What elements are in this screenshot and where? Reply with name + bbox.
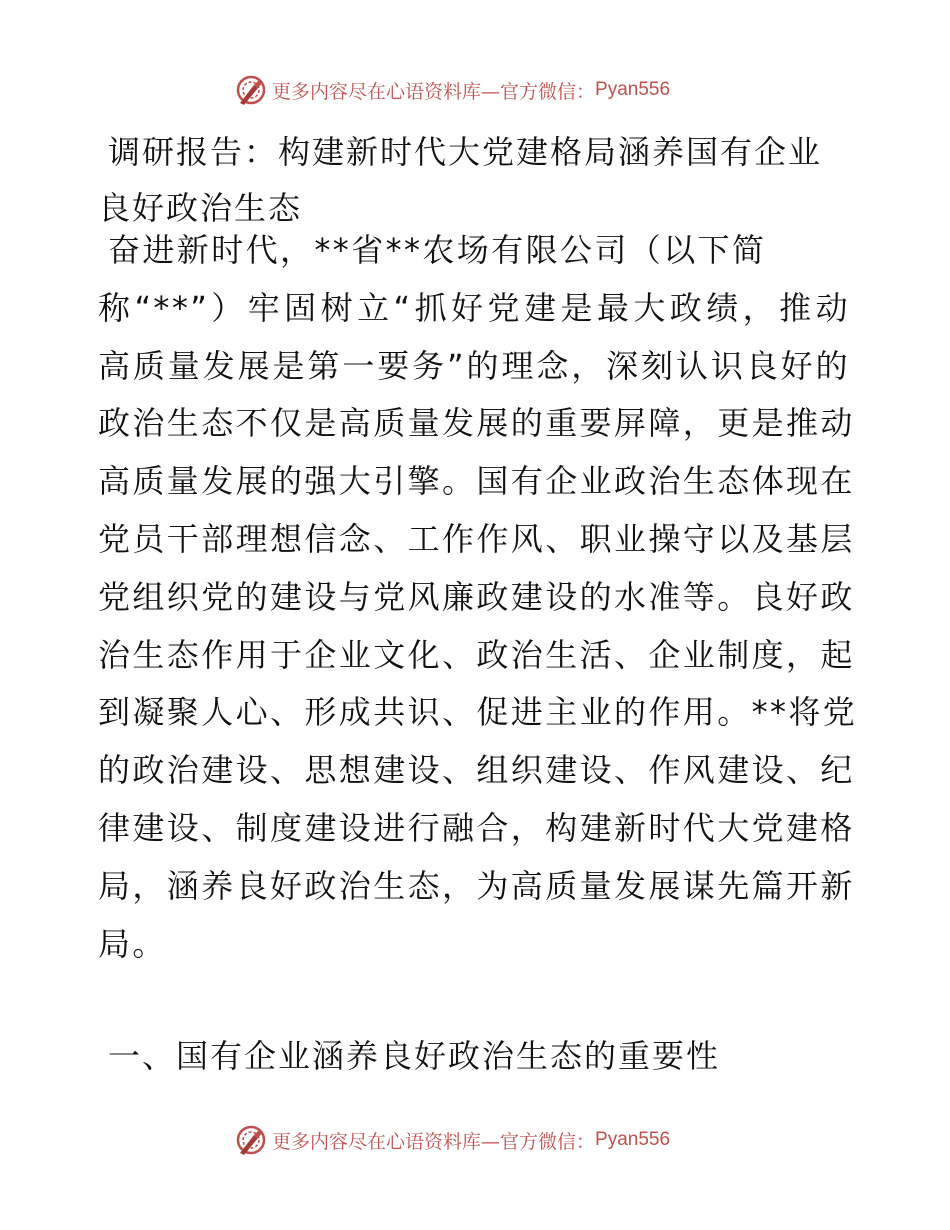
footer-watermark-text: 更多内容尽在心语资料库—官方微信：: [272, 1130, 596, 1153]
paragraph-line: 党组织党的建设与党风廉政建设的水准等。良好政: [98, 577, 855, 616]
footer-watermark-handle: Pyan556: [595, 1129, 671, 1150]
header-watermark-text: 更多内容尽在心语资料库—官方微信：: [272, 80, 596, 103]
header-watermark-banner: [234, 72, 754, 108]
intro-paragraph: [98, 222, 858, 973]
paragraph-line: 的政治建设、思想建设、组织建设、作风建设、纪: [98, 751, 855, 790]
paragraph-line: 高质量发展的强大引擎。国有企业政治生态体现在: [98, 462, 855, 501]
footer-watermark-banner: [234, 1122, 754, 1158]
pen-logo-icon: [234, 1123, 268, 1157]
title-line: 良好政治生态: [98, 189, 303, 227]
section-heading: 一、国有企业涵养良好政治生态的重要性: [108, 1037, 721, 1075]
paragraph-line: 高质量发展是第一要务”的理念，深刻认识良好的: [98, 346, 850, 385]
document-title: [98, 124, 850, 236]
paragraph-line: 奋进新时代，**省**农场有限公司（以下简: [108, 231, 767, 269]
paragraph-line: 局，涵养良好政治生态，为高质量发展谋先篇开新: [98, 866, 855, 905]
paragraph-line: 到凝聚人心、形成共识、促进主业的作用。**将党: [98, 693, 858, 732]
paragraph-line: 称“**”）牢固树立“抓好党建是最大政绩，推动: [98, 288, 850, 327]
paragraph-line: 治生态作用于企业文化、政治生活、企业制度，起: [98, 635, 855, 674]
paragraph-line: 党员干部理想信念、工作作风、职业操守以及基层: [98, 519, 855, 558]
pen-logo-icon: [234, 73, 268, 107]
header-watermark-handle: Pyan556: [595, 79, 671, 100]
title-line: 调研报告：构建新时代大党建格局涵养国有企业: [108, 133, 823, 171]
paragraph-line: 局。: [98, 924, 167, 963]
paragraph-line: 政治生态不仅是高质量发展的重要屏障，更是推动: [98, 404, 855, 443]
paragraph-line: 律建设、制度建设进行融合，构建新时代大党建格: [98, 808, 855, 847]
